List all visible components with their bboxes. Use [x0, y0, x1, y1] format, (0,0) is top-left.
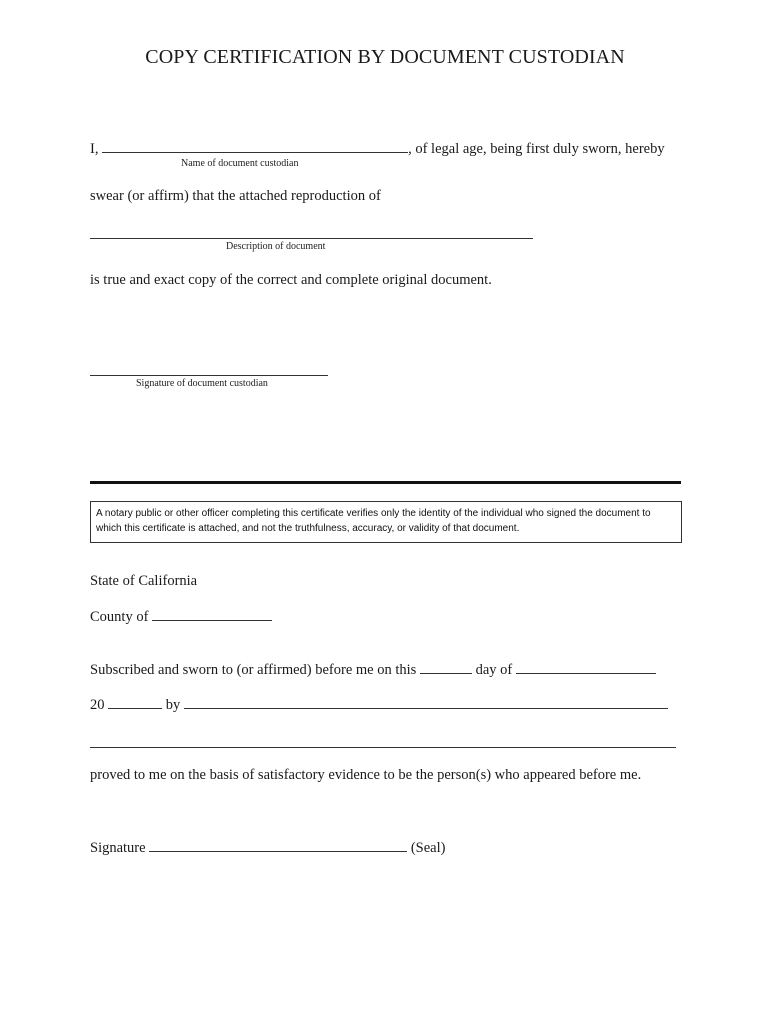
notary-signature-line [90, 839, 445, 857]
notary-notice-text: A notary public or other officer completing this certificate verifies only the identity of the individual who signed the document to which this certificate is attached, and not the truthfulness, accuracy, or validity of that document. [96, 508, 651, 534]
document-description-field[interactable] [90, 238, 533, 239]
year-by-line [90, 696, 668, 714]
signature-label: Signature [90, 840, 146, 856]
day-field[interactable] [420, 661, 472, 674]
notary-signature-field[interactable] [149, 839, 407, 852]
custodian-signature-field[interactable] [90, 375, 328, 376]
proved-line: proved to me on the basis of satisfactory evidence to be the person(s) who appeared before me. [90, 767, 642, 783]
custodian-suffix: , of legal age, being first duly sworn, hereby [408, 141, 665, 157]
document-title: COPY CERTIFICATION BY DOCUMENT CUSTODIAN [145, 46, 625, 68]
year-field[interactable] [108, 696, 162, 709]
county-line [90, 608, 272, 626]
section-divider [90, 481, 681, 484]
seal-label: (Seal) [410, 840, 446, 856]
day-of-label: day of [475, 662, 513, 678]
subscribed-prefix: Subscribed and sworn to (or affirmed) before me on this [90, 662, 417, 678]
county-label: County of [90, 609, 149, 625]
description-caption: Description of document [226, 241, 326, 252]
subscribed-line [90, 661, 656, 679]
signer-name-field[interactable] [184, 696, 668, 709]
custodian-line [90, 140, 665, 158]
custodian-prefix: I, [90, 141, 99, 157]
swear-line: swear (or affirm) that the attached reproduction of [90, 188, 381, 204]
year-prefix: 20 [90, 697, 105, 713]
signature-caption: Signature of document custodian [136, 378, 268, 389]
month-field[interactable] [516, 661, 656, 674]
custodian-name-field[interactable] [102, 140, 408, 153]
true-copy-line: is true and exact copy of the correct and complete original document. [90, 272, 492, 288]
notary-notice-box [90, 501, 682, 543]
signer-name-continuation-field[interactable] [90, 747, 676, 748]
by-label: by [165, 697, 181, 713]
state-label: State of California [90, 573, 198, 589]
custodian-name-caption: Name of document custodian [181, 158, 299, 169]
county-field[interactable] [152, 608, 272, 621]
